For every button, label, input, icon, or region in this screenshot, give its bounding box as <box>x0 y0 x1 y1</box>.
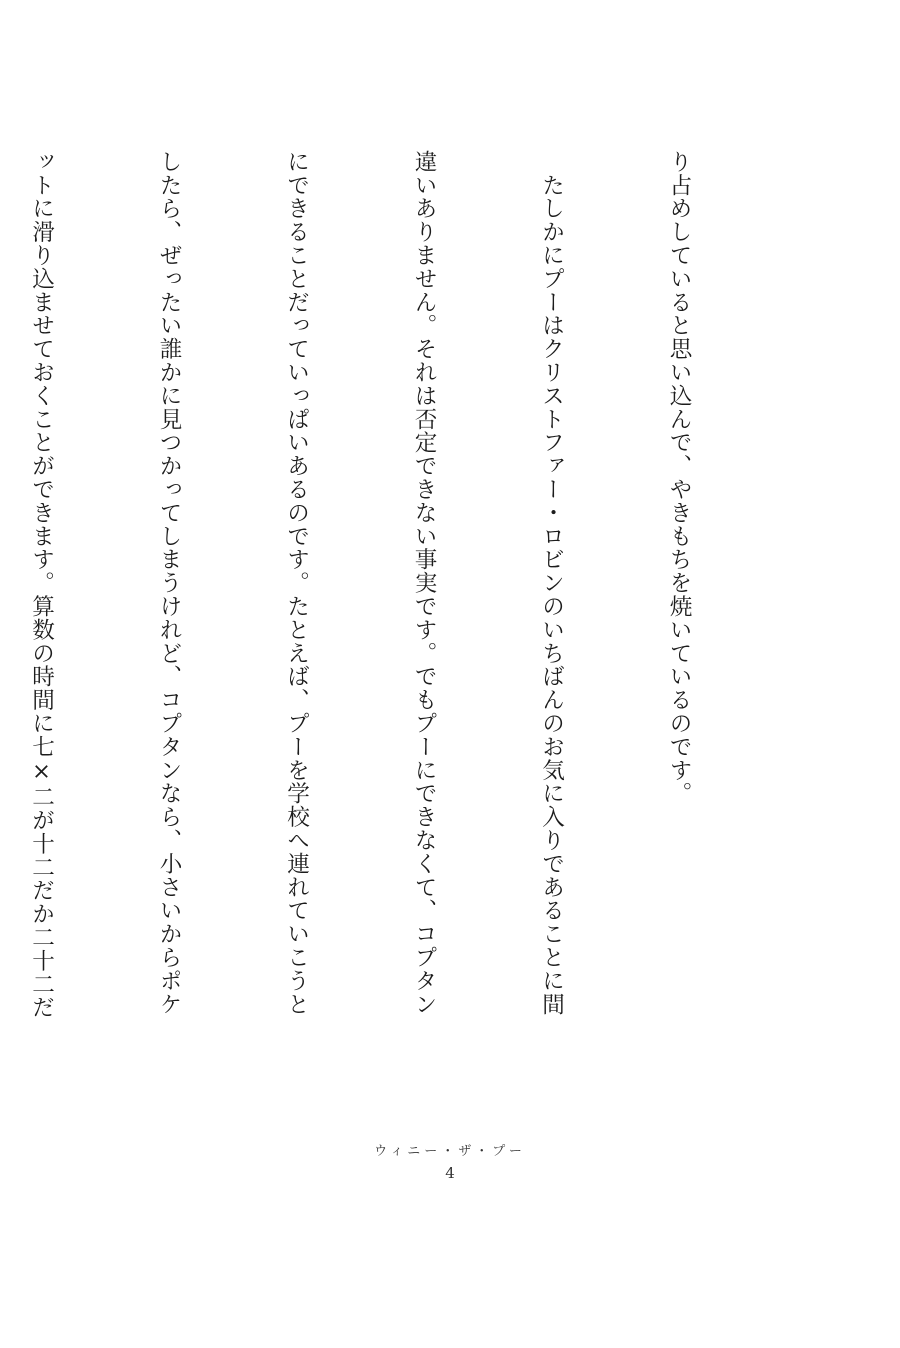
text-line: 違いありません。それは否定できない事実です。でもプーにできなくて、コプタン <box>411 150 437 1016</box>
text-line: したら、ぜったい誰かに見つかってしまうけれど、コプタンなら、小さいからポケ <box>156 150 182 1016</box>
body-text <box>0 150 785 1090</box>
text-line: にできることだっていっぱいあるのです。たとえば、プーを学校へ連れていこうと <box>283 150 310 1016</box>
page-number: 4 <box>445 1164 455 1182</box>
text-line: り占めしていると思い込んで、やきもちを焼いているのです。 <box>666 150 692 806</box>
text-line: たしかにプーはクリストファー・ロビンのいちばんのお気に入りであることに間 <box>538 150 565 1016</box>
running-title: ウィニー・ザ・プー <box>374 1144 526 1159</box>
text-line: ットに滑り込ませておくことができます。算数の時間に七×二が十二だか二十二だ <box>28 150 55 1020</box>
